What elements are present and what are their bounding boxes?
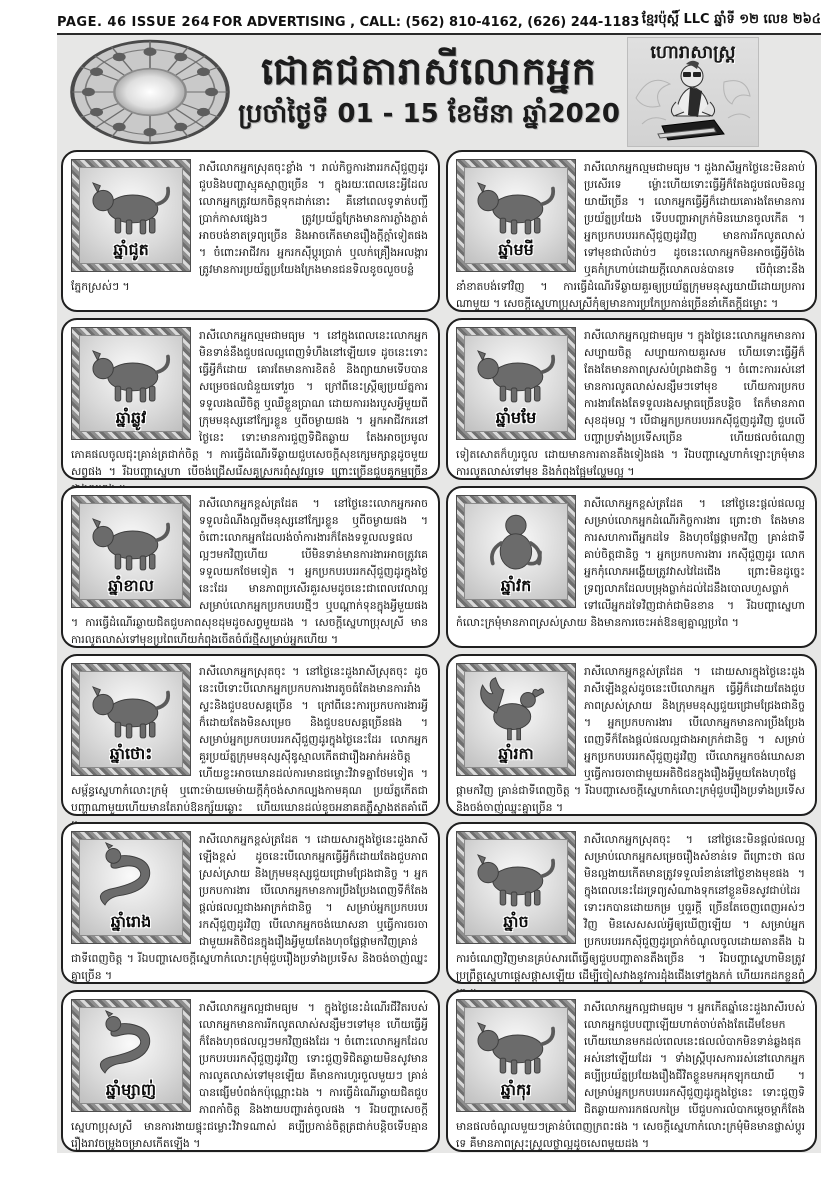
page-subtitle: ប្រចាំថ្ងៃទី 01 - 15 ខែមីនា ឆ្នាំ2020 bbox=[238, 99, 620, 130]
dog-icon bbox=[469, 842, 563, 916]
zodiac-year-label: ឆ្នាំរោង bbox=[110, 912, 152, 931]
zodiac-animal-frame bbox=[71, 159, 191, 272]
zodiac-year-label: ឆ្នាំច bbox=[503, 912, 529, 931]
tiger-icon bbox=[84, 506, 178, 580]
zodiac-wheel-icon bbox=[69, 39, 231, 145]
zodiac-animal-frame bbox=[71, 327, 191, 440]
zodiac-animal-frame bbox=[456, 159, 576, 272]
monkey-image bbox=[464, 503, 568, 600]
zodiac-year-label: ឆ្នាំខាល bbox=[108, 576, 154, 595]
zodiac-card-rooster bbox=[446, 654, 817, 816]
zodiac-card-pig bbox=[446, 990, 817, 1152]
astrologer-caption: ហោរាសាស្ត្រ bbox=[650, 41, 736, 63]
zodiac-animal-frame bbox=[456, 327, 576, 440]
zodiac-year-label: ឆ្នាំថោះ bbox=[109, 744, 153, 763]
zodiac-card-monkey bbox=[446, 486, 817, 648]
monkey-icon bbox=[469, 506, 563, 580]
zodiac-animal-frame bbox=[71, 831, 191, 944]
dragon-icon bbox=[84, 842, 178, 916]
rat-icon bbox=[84, 170, 178, 244]
horse-image bbox=[464, 167, 568, 264]
horse-icon bbox=[469, 170, 563, 244]
rooster-image bbox=[464, 671, 568, 768]
masthead bbox=[57, 0, 821, 35]
title-block bbox=[231, 50, 627, 136]
snake-icon bbox=[84, 1010, 178, 1084]
zodiac-card-rabbit bbox=[61, 654, 440, 816]
horoscope-text: រាសីលោកអ្នកស្រុតចុះ ។ នៅថ្ងៃនេះដួងរាសីស្រុតចុះ ដូចនេះបើទោះបីលោកអ្នកប្រកបការងារតូចធំតែងមានការរាំងស្ទះនិងជួបឧបសគ្គច្រើន ។ ក្រៅពីនេះការប្រកបការងារអ្វីក៏ដោយតែងមិនសម្រេច និងជួបឧបសគ្គច្រើនផង ។ សម្រាប់អ្នកប្រកបរបររកស៊ីជួញដូរក្នុងថ្ងៃនេះដែរ លោកអ្នកគួរប្រយ័ត្នក្រុមមនុស្សស៊ីឌូស្មាលកើតជារឿងអាក់អន់ចិត្ត ហើយខ្លះអាចឃោនដល់ការមានជម្លោះវិវាទគ្នាថែមទៀត ។ សម្ព័ន្ធស្នេហាកំលោះក្រមុំ ឬពោះម៉ាយមេម៉ាយក្តីកុំចង់សាកល្បងកាមគុណ ប្រយ័ត្នកើតជាបញ្ហាណាមួយហើយមានតែរាប់ឱនក្ស័យឆ្ងោះ ហើយឃោនដល់ខូចអនាគតភ្លឺស្វាងឥតគាំពើ bbox=[71, 665, 428, 815]
zodiac-animal-frame bbox=[456, 663, 576, 776]
zodiac-card-ox bbox=[61, 318, 440, 480]
brand-issue-label: ខ្មែរប៉ុស្តិ៍ LLC ឆ្នាំទី ១២ លេខ ២៦៤ bbox=[641, 12, 821, 27]
ox-icon bbox=[84, 338, 178, 412]
page-title: ជោគជតារាសីលោកអ្នក bbox=[261, 48, 597, 93]
ox-image bbox=[79, 335, 183, 432]
goat-icon bbox=[469, 338, 563, 412]
zodiac-year-label: ឆ្នាំឆ្លូវ bbox=[115, 408, 147, 427]
zodiac-year-label: ឆ្នាំវក bbox=[500, 576, 532, 595]
zodiac-animal-frame bbox=[456, 831, 576, 944]
horoscope-text: រាសីលោកអ្នកខ្ពស់ត្រដែត ។ ដោយសារក្នុងថ្ងៃនេះដួងរាសីឡើងខ្ពស់ដូចនេះបើលោកអ្នក ធ្វើអ្វីក៏ដោយតែងជួបភាពស្រស់ស្រាយ និងក្រុមមនុស្សជួយជ្រោមជ្រែងជានិច្ច ។ អ្នកប្រកបការងារ បើលោកអ្នកមានការប្រឹងប្រែងពេញទីក៏តែងផ្តល់ផលល្អជាងអាក្រក់ជានិច្ច ។ សម្រាប់អ្នកប្រកបរបររកស៊ីជួញដូរវិញ បើលោកអ្នកចង់ឃោសនា ឬធ្វើការចរចាជាមួយអតិថិជនក្នុងរឿងអ្វីមួយតែងហុចផ្លែផ្កាមកវិញ គ្រាន់ជាទីពេញចិត្ត ។ រីឯបញ្ហាសេចក្តីស្នេហាកំលោះក្រមុំជួបរឿងប្រទាំងប្រទើស និងចង់ចាញ់ឈ្នះគ្នាច្រើន ។ bbox=[456, 665, 805, 815]
zodiac-card-goat bbox=[446, 318, 817, 480]
zodiac-card-snake bbox=[61, 990, 440, 1152]
horoscope-text: រាសីលោកអ្នកខ្ពស់ត្រដែត ។ នៅថ្ងៃនេះលោកអ្នកអាចទទួលដំណឹងល្អពីមនុស្សនៅក្បែរខ្លួន ឬពីចម្ងាយផង ។ ចំពោះលោកអ្នកដែលរង់ចាំការងារក៏តែងទទួលលទ្ធផលល្អៗមកវិញហើយ បើមិនទាន់មានការងារអាចត្រូវគេទទួលយកថែមទៀត ។ អ្នកប្រកបរបររកស៊ីជួញដូរក្នុងថ្ងៃនេះដែរ មានភាពប្រសើរគួរសមដូចនេះជាពេលវេលាល្អសម្រាប់លោកអ្នកប្រកបរបរថ្មីៗ ឬបណ្តាក់ទុនក្នុងអ្វីមួយផង ។ ការធ្វើដំណើរឆ្ងាយជិតជួបភាពសុខដុមដូចសព្វមួយដង ។ សេចក្តីស្នេហាប្រុសស្រី មានការលូតលាស់ទៅមុខប្រពៃហើយកំពុងចើតចំព័រថ្មីសម្រាប់អ្នកហើយ ។ bbox=[71, 497, 428, 647]
horoscope-text: រាសីលោកអ្នកល្មមជាមធ្យម ។ នៅក្នុងពេលនេះលោកអ្នកមិនទាន់នឹងជួបផលល្អពេញទំហឹងនៅឡើយទេ ដូចនេះទោះធ្វើអ្វីក៏ដោយ គោរតែមានការខិតខំ និងព្យាយាមទើបបានសម្រេចផលជំនួយទៅរួច ។ ក្រៅពីនេះស្ត្រីឲ្យប្រយ័ត្នការទទួលរងឈឺចិត្ត ឬឈឺខ្លួនប្រាណ ដោយការរងរបួសអ្វីមួយពីក្រុមមនុស្សនៅក្បែរខ្លួន ឬពីចម្ងាយផង ។ អ្នកអាជីវករនៅថ្ងៃនេះ ទោះមានការជួញទិជិតឆ្ងាយ តែងអាចប្រមូលភោគផលចូលជុះគ្រាន់ត្រជាក់ចិត្ត ។ ការធ្វើដំណើរទីឆ្ងាយជួបសេចក្តីសុខក្សេមក្សាន្តដូចមួយសព្វផង ។ រីឯបញ្ហាស្នេហា បើចង់ជ្រើសរើសគូស្រករពុំសូវល្អទេ ព្រោះច្រើនជួបគូកម្មច្រើន bbox=[71, 329, 428, 479]
zodiac-card-tiger bbox=[61, 486, 440, 648]
zodiac-year-label: ឆ្នាំមមែ bbox=[495, 408, 537, 427]
horoscope-text: រាសីលោកអ្នកស្រុតចុះ ។ នៅថ្ងៃនេះមិនផ្តល់ផលល្អសម្រាប់លោកអ្នកសម្រេចរឿងសំខាន់ទេ ពីព្រោះថា ផលមិនល្អងាយកើតមានត្រូវទទួលរំខាន់នៅថ្ងៃខាងមុខផង ។ ក្នុងពេលនេះដែរទ្រព្យសំណាងទុកនៅខ្លួនមិនសូវជាប់ដៃរ ទោះរកបានដោយកម្រ ឬធួរក្តី ច្រើនតែចេញពេញអស់ៗវិញ មិនសេសសល់អ្វីឲ្យឃើញឡើយ ។ សម្រាប់អ្នកប្រកបរបររកស៊ីជួញដូរប្រាក់ចំណូលចូលដោយតានតឹង ឯការចំណេញវិញមានគ្រប់សារពើធ្វើឲ្យជួបបញ្ហាតានតឹងច្រើន ។ រីឯបញ្ហាស្នេហាមិនត្រូវប្រព្រឹត្តស្នេហាផ្តេសផ្តាសឡើយ ដើម្បីចៀសវាងនូវការដុំងជើងទៅក្នុងភក់ ហើយរកដកខ្លួនពុំ bbox=[456, 833, 805, 983]
rat-image bbox=[79, 167, 183, 264]
zodiac-grid bbox=[61, 150, 817, 1152]
pig-icon bbox=[469, 1010, 563, 1084]
zodiac-animal-frame bbox=[456, 999, 576, 1112]
goat-image bbox=[464, 335, 568, 432]
zodiac-card-dragon bbox=[61, 822, 440, 984]
zodiac-animal-frame bbox=[71, 495, 191, 608]
zodiac-year-label: ឆ្នាំរកា bbox=[498, 744, 534, 763]
horoscope-text: រាសីលោកអ្នកខ្ពស់ត្រដែត ។ ដោយសារក្នុងថ្ងៃនេះដួងរាសីឡើងខ្ពស់ ដូចនេះបើលោកអ្នកធ្វើអ្វីក៏ដោយតែងជួបភាពស្រស់ស្រាយ និងក្រុមមនុស្សជួយជ្រោមជ្រែងជានិច្ច ។ អ្នកប្រកបការងារ បើលោកអ្នកមានការប្រឹងប្រែងពេញទីក៏តែងផ្តល់ផលល្អជាងអាក្រក់ជានិច្ច ។ សម្រាប់អ្នកប្រកបរបររកស៊ីជួញដូរវិញ បើលោកអ្នកចង់ឃោសនា ឬធ្វើការចរចាជាមួយអតិថិជនក្នុងរឿងអ្វីមួយតែងហុចផ្លែផ្កាមកវិញគ្រាន់ជាទីពេញចិត្ត ។ រីឯបញ្ហាសេចក្តីស្នេហាកំលោះក្រមុំជួបរឿងប្រទាំងប្រទើស និងចង់ចាញ់ឈ្នះគ្នាច្រើន ។ bbox=[71, 833, 428, 983]
horoscope-text: រាសីលោកអ្នកល្អជាមធ្យម ។ អ្នកកើតឆ្នាំនេះដួងរាសីរបស់លោកអ្នកជួបបញ្ហាឡើយហាត់ចាប់តាំងតែដើមខែមក ហើយឃោនមកដល់ពេលនេះផលលំបាកមិនទាន់ឆ្លងផុតអស់នៅឡើយដែរ ។ ទាំងស្ត្រីបុរសការរស់នៅលោកអ្នកគប្បីប្រយ័ត្នប្រយែងរឿងជីវិតខ្លួនមកអុកឡុកយាយី ។ សម្រាប់អ្នកប្រកបរបររកស៊ីជួញដូរក្នុងថ្ងៃនេះ ទោះជួញទិជិតឆ្ងាយការរកផលកម្រៃ បើជួបការលំបាកម្តេចម្តាក៏តែងមានផលចំណូលមួយៗគ្រាន់បំពេញក្រពះផង ។ សេចក្តីស្នេហាកំលោះក្រមុំមិនមានផ្លាស់ប្តូរទេ គឺមានភាពស្រុះស្រួលថ្លាល្អដូចសេពមួយដង ។ bbox=[456, 1001, 805, 1151]
tiger-image bbox=[79, 503, 183, 600]
zodiac-year-label: ឆ្នាំកុរ bbox=[500, 1080, 532, 1099]
zodiac-year-label: ឆ្នាំជូត bbox=[113, 240, 149, 259]
astrologer-illustration bbox=[627, 37, 759, 147]
pig-image bbox=[464, 1007, 568, 1104]
dog-image bbox=[464, 839, 568, 936]
snake-image bbox=[79, 1007, 183, 1104]
horoscope-text: រាសីលោកអ្នកល្អជាមធ្យម ។ ក្នុងថ្ងៃនេះដំណើរជីវិតរបស់លោកអ្នកមានការរីកលូតលាស់សន្សឹមៗទៅមុខ ហើយធ្វើអ្វីក៏តែងហុចផលល្អៗមកវិញផងដែរ ។ ចំពោះលោកអ្នកដែលប្រកបរបររកស៊ីជួញដូរវិញ ទោះជួញទិជិតឆ្ងាយមិនសូវមានការលូតលាស់ទៅមុខឡើយ គឺមានការហួរចួលមួយៗ គ្រាន់បានផ្សើមបំពង់កប៉ុណ្ណោះឯង ។ ការធ្វើដំណើរឆ្ងាយជិតជួបភាពកាំចិត្ត និងងាយបញ្ហារត់ចូលផង ។ រីឯបញ្ហាសេចក្តីស្នេហាប្រុសស្រី មានការងាយផ្ទុះជម្លោះវិវាទណាស់ គប្បីប្រកាន់ចិត្តត្រជាក់បន្តិចទើបគ្មានរឿងរាវចម្រូងចម្រាសកើតឡើង ។ bbox=[71, 1001, 428, 1151]
advertising-contact: FOR ADVERTISING , CALL: (562) 810-4162, (626) 244-1183 bbox=[212, 15, 640, 30]
rooster-icon bbox=[469, 674, 563, 748]
zodiac-wheel-image bbox=[69, 39, 231, 145]
zodiac-animal-frame bbox=[456, 495, 576, 608]
horoscope-text: រាសីលោកអ្នកល្មមជាមធ្យម ។ ដួងរាសីអ្នកថ្ងៃនេះមិនគាប់ប្រសើរទេ ម្ល៉ោះហើយទោះធ្វើអ្វីក៏តែងជួបផលមិនល្អយាយីច្រើន ។ លោកអ្នកធ្វើអ្វីក៏ដោយគោរងតែមានការប្រយ័ត្នប្រយែង ទើបបញ្ហាអាក្រក់មិនឃោនចូលកើត ។ អ្នកប្រកបរបររកស៊ីជួញដូរវិញ មានការរីកលូតលាស់ទៅមុខជាលំដាប់ៗ ដូចនេះលោកអ្នកមិនអាចធ្វើអ្វីចំងៃ ឬគកំក្រហាប់ដោយក្តីលោភលន់បានទេ បើពុំនោះនឹងនាំខាតបង់ទៅវិញ ។ ការធ្វើដំណើរទីឆ្ងាយគួរឲ្យប្រយ័ត្នក្រុមមនុស្សយាយីដោយប្រការណាមួយ ។ សេចក្តីស្នេហាប្រុសស្រីកុំឲ្យមានការប្រកែប្រកាន់ច្រើននាំកើតក្តីជម្លោះ ។ bbox=[456, 161, 805, 311]
zodiac-card-horse bbox=[446, 150, 817, 312]
rabbit-icon bbox=[84, 674, 178, 748]
rabbit-image bbox=[79, 671, 183, 768]
zodiac-year-label: ឆ្នាំម្សាញ់ bbox=[105, 1080, 157, 1099]
zodiac-animal-frame bbox=[71, 663, 191, 776]
content-sheet bbox=[57, 35, 821, 1153]
page-issue-label: PAGE. 46 ISSUE 264 bbox=[57, 15, 211, 30]
zodiac-card-rat bbox=[61, 150, 440, 312]
title-banner bbox=[57, 35, 821, 148]
dragon-image bbox=[79, 839, 183, 936]
horoscope-text: រាសីលោកអ្នកខ្ពស់ត្រដែត ។ នៅថ្ងៃនេះផ្តល់ផលល្អសម្រាប់លោកអ្នកដំណើរកិច្ចការងារ ព្រោះថា តែងមានការសហការពីអ្នកដទៃ និងហុចផ្លែផ្កាមកវិញ គ្រាន់ជាទីគាប់ចិត្តជានិច្ច ។ អ្នកប្រកបការងារ រកស៊ីជួញដូរ លោកអ្នកកុំលោភអង្ហើយត្រូវវាសវៃដៃជើង ព្រោះមិនដូច្នេះទ្រព្យលាភដែលបម្រុងធ្លាក់ដល់ដៃនឹងបោលហួសធ្លាក់ទៅលើអ្នកដទៃវិញជាក់ជាមិនខាន ។ រីឯបញ្ហាស្នេហាកំលោះក្រមុំមានភាពស្រស់ស្រាយ និងមានការចេះអត់ឱនឲ្យគ្នាល្អប្រពៃ ។ bbox=[456, 497, 805, 630]
zodiac-animal-frame bbox=[71, 999, 191, 1112]
zodiac-year-label: ឆ្នាំមមី bbox=[498, 240, 534, 259]
horoscope-text: រាសីលោកអ្នកល្អជាមធ្យម ។ ក្នុងថ្ងៃនេះលោកអ្នកមានការសប្បាយចិត្ត សប្បាយកាយគួរសម ហើយទោះធ្វើអ្វីក៏តែងតែមានភាពស្រស់បំព្រងជានិច្ច ។ ចំពោះការរស់នៅមានការលូតលាស់សន្សឹមៗទៅមុខ ហើយការប្រកបការងារតែងតែទទួលរងសម្ពាធច្រើនបន្តិច តែក៏មានភាពសុខដុមល្អ ។ បើជាអ្នកប្រកបរបររកស៊ីជួញដូរវិញ ជួបលើបញ្ហាប្រទាំងប្រទើសច្រើន ហើយផលចំណេញទៀតសោតក៏ហួរចួល ដោយមានការតានតឹងទៀងផង ។ រីឯបញ្ហាស្នេហាកំឡោះក្រមុំមានការលូតលាស់ទៅមុខ និងកំពុងផ្អែមល្ហែមល្អ ។ bbox=[456, 329, 805, 479]
zodiac-card-dog bbox=[446, 822, 817, 984]
horoscope-text: រាសីលោកអ្នកស្រុតចុះខ្លាំង ។ រាល់កិច្ចការងាររកស៊ីជួញដូរ ជួបនិងបញ្ហាស្មុគស្មាញច្រើន ។ ក្នុងរយៈពេលនេះអ្វីដែលលោកអ្នកត្រូវយកចិត្តទុកដាក់នោះ គឺនៅពេលទូទាត់បញ្ជីប្រាក់កាសផ្សេងៗ ត្រូវប្រយ័ត្នក្រែងមានការភ្លាំងភ្លាត់ អាចបង់ខាតទ្រព្យច្រើន និងអាចកើតមានរឿងក្តីក្តាំទៀតផង ។ ចំពោះអាជីវករ អ្នករកស៊ីប្តូរប្រាក់ ឬលក់គ្រឿងអលង្ការ ត្រូវមានការប្រយ័ត្នប្រយែងក្រែងមានជនទិលខូចលួចបន្លំភ្នែកស្រស់ៗ ។ bbox=[71, 161, 428, 294]
